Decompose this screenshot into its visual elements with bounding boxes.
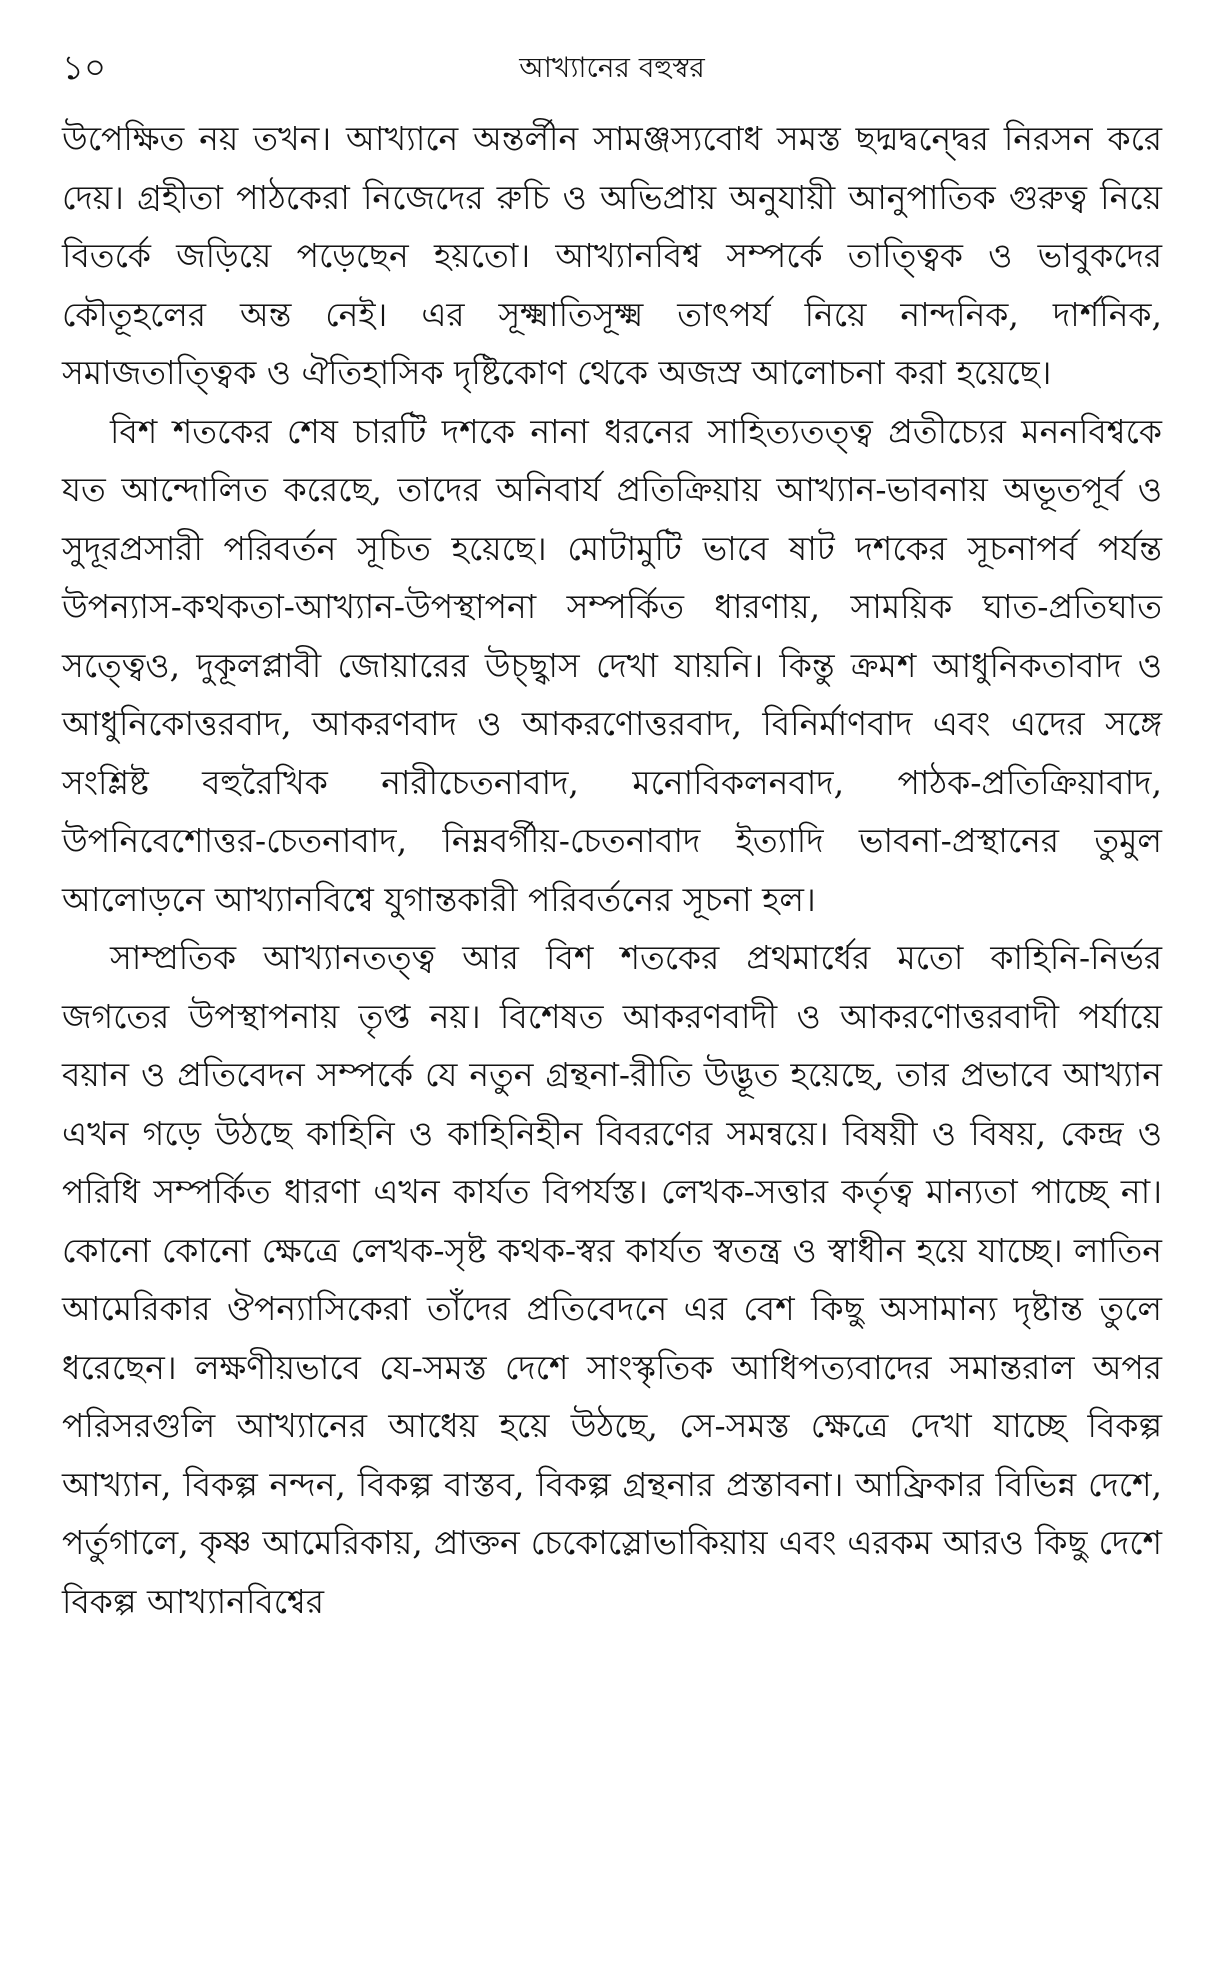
paragraph-3: সাম্প্রতিক আখ্যানতত্ত্ব আর বিশ শতকের প্রথমার্ধের মতো কাহিনি-নির্ভর জগতের উপস্থাপনায় তৃপ্ত নয়। বিশেষত আকরণবাদী ও আকরণোত্তরবাদী পর্যায়ে বয়ান ও প্রতিবেদন সম্পর্কে যে নতুন গ্রন্থনা-রীতি উদ্ভূত হয়েছে, তার প্রভাবে আখ্যান এখন গড়ে উঠছে কাহিনি ও কাহিনিহীন বিবরণের সমন্বয়ে। বিষয়ী ও বিষয়, কেন্দ্র ও পরিধি সম্পর্কিত ধারণা এখন কার্যত বিপর্যস্ত। লেখক-সত্তার কর্তৃত্ব মান্যতা পাচ্ছে না। কোনো কোনো ক্ষেত্রে লেখক-সৃষ্ট কথক-স্বর কার্যত স্বতন্ত্র ও স্বাধীন হয়ে যাচ্ছে। লাতিন আমেরিকার ঔপন্যাসিকেরা তাঁদের প্রতিবেদনে এর বেশ কিছু অসামান্য দৃষ্টান্ত তুলে ধরেছেন। লক্ষণীয়ভাবে যে-সমস্ত দেশে সাংস্কৃতিক আধিপত্যবাদের সমান্তরাল অপর পরিসরগুলি আখ্যানের আধেয় হয়ে উঠছে, সে-সমস্ত ক্ষেত্রে দেখা যাচ্ছে বিকল্প আখ্যান, বিকল্প নন্দন, বিকল্প বাস্তব, বিকল্প গ্রন্থনার প্রস্তাবনা। আফ্রিকার বিভিন্ন দেশে, পর্তুগালে, কৃষ্ণ আমেরিকায়, প্রাক্তন চেকোস্লোভাকিয়ায় এবং এরকম আরও কিছু দেশে বিকল্প আখ্যানবিশ্বের xyxy=(62,938,1162,1621)
page-header xyxy=(62,44,1162,102)
body-text xyxy=(62,110,1162,1631)
paragraph-2: বিশ শতকের শেষ চারটি দশকে নানা ধরনের সাহিত্যতত্ত্ব প্রতীচ্যের মননবিশ্বকে যত আন্দোলিত করেছে, তাদের অনিবার্য প্রতিক্রিয়ায় আখ্যান-ভাবনায় অভূতপূর্ব ও সুদূরপ্রসারী পরিবর্তন সূচিত হয়েছে। মোটামুটি ভাবে ষাট দশকের সূচনাপর্ব পর্যন্ত উপন্যাস-কথকতা-আখ্যান-উপস্থাপনা সম্পর্কিত ধারণায়, সাময়িক ঘাত-প্রতিঘাত সত্ত্বেও, দুকূলপ্লাবী জোয়ারের উচ্ছ্বাস দেখা যায়নি। কিন্তু ক্রমশ আধুনিকতাবাদ ও আধুনিকোত্তরবাদ, আকরণবাদ ও আকরণোত্তরবাদ, বিনির্মাণবাদ এবং এদের সঙ্গে সংশ্লিষ্ট বহুরৈখিক নারীচেতনাবাদ, মনোবিকলনবাদ, পাঠক-প্রতিক্রিয়াবাদ, উপনিবেশোত্তর-চেতনাবাদ, নিম্নবর্গীয়-চেতনাবাদ ইত্যাদি ভাবনা-প্রস্থানের তুমুল আলোড়নে আখ্যানবিশ্বে যুগান্তকারী পরিবর্তনের সূচনা হল। xyxy=(62,411,1162,919)
page-number: ১০ xyxy=(62,48,107,88)
running-title: আখ্যানের বহুস্বর xyxy=(519,51,705,84)
paragraph-1: উপেক্ষিত নয় তখন। আখ্যানে অন্তর্লীন সামঞ্জস্যবোধ সমস্ত ছদ্মদ্বন্দ্বের নিরসন করে দেয়। গ্রহীতা পাঠকেরা নিজেদের রুচি ও অভিপ্রায় অনুযায়ী আনুপাতিক গুরুত্ব নিয়ে বিতর্কে জড়িয়ে পড়েছেন হয়তো। আখ্যানবিশ্ব সম্পর্কে তাত্ত্বিক ও ভাবুকদের কৌতূহলের অন্ত নেই। এর সূক্ষ্মাতিসূক্ষ্ম তাৎপর্য নিয়ে নান্দনিক, দার্শনিক, সমাজতাত্ত্বিক ও ঐতিহাসিক দৃষ্টিকোণ থেকে অজস্র আলোচনা করা হয়েছে। xyxy=(62,119,1162,392)
book-page xyxy=(62,44,1162,1944)
